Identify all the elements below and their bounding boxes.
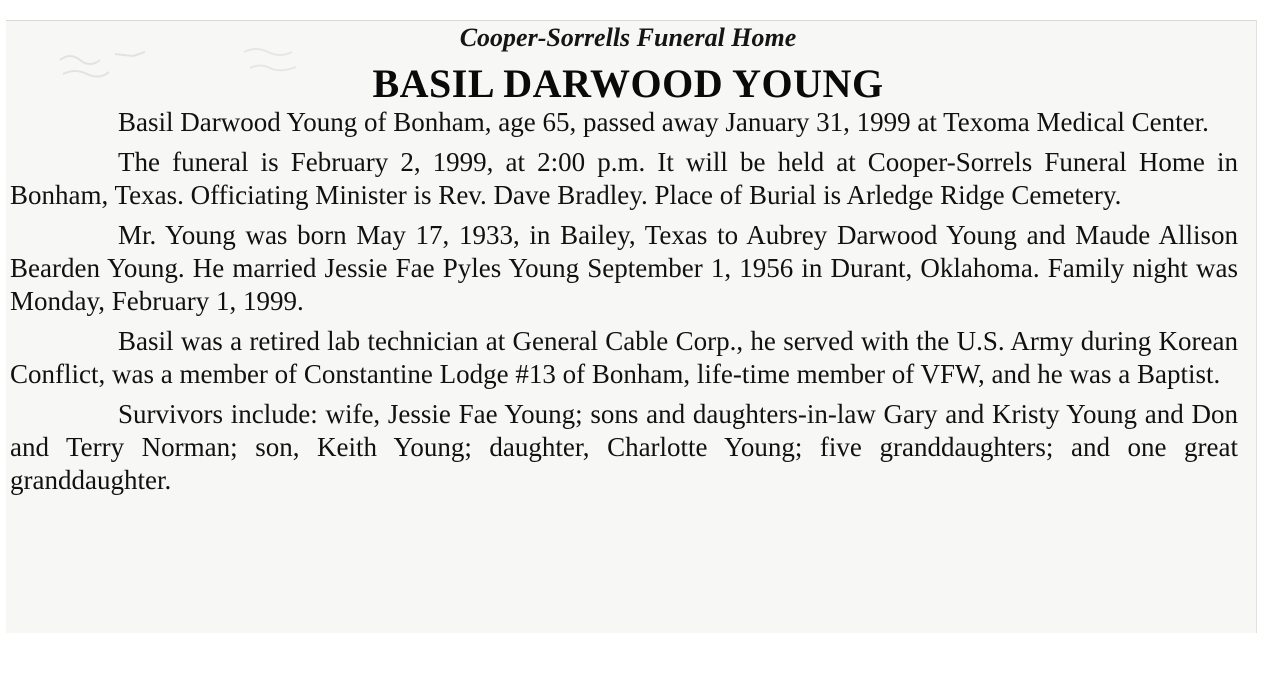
- paragraph-survivors: Survivors include: wife, Jessie Fae Young; sons and daughters-in-law Gary and Kristy Young and Don and Terry Norman; son, Keith Young; daughter, Charlotte Young; five granddaughters; and one great granddaughter.: [10, 399, 1238, 495]
- paragraph-funeral-details: The funeral is February 2, 1999, at 2:00 p.m. It will be held at Cooper-Sorrels Funeral Home in Bonham, Texas. Officiating Minister is Rev. Dave Bradley. Place of Burial is Arledge Ridge Cemetery.: [10, 147, 1238, 210]
- obituary-title: BASIL DARWOOD YOUNG: [372, 61, 884, 106]
- funeral-home-name: Cooper-Sorrells Funeral Home: [459, 23, 797, 52]
- paragraph-biography: Mr. Young was born May 17, 1933, in Bailey, Texas to Aubrey Darwood Young and Maude Allison Bearden Young. He married Jessie Fae Pyles Young September 1, 1956 in Durant, Oklahoma. Family night was Monday, February 1, 1999.: [10, 220, 1238, 316]
- paragraph-death-notice: Basil Darwood Young of Bonham, age 65, passed away January 31, 1999 at Texoma Medical Center.: [118, 107, 1209, 137]
- paragraph-career-service: Basil was a retired lab technician at General Cable Corp., he served with the U.S. Army during Korean Conflict, was a member of Constantine Lodge #13 of Bonham, life-time member of VFW, and he was a Baptist.: [10, 326, 1238, 389]
- obituary-body: [10, 106, 1238, 504]
